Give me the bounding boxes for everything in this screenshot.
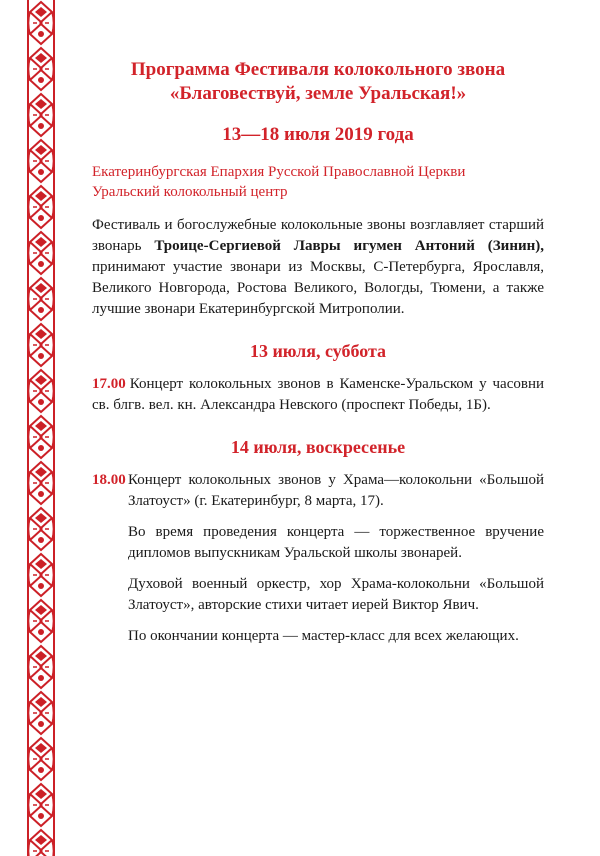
day-heading-saturday: 13 июля, суббота (249, 341, 387, 361)
event-time: 17.00 (92, 376, 126, 392)
organizer-eparchy: Екатеринбургская Епархия Русской Православной Церкви (92, 164, 466, 180)
event-note-diplomas: Во время проведения концерта — торжественное вручение дипломов выпускникам Уральской школы звонарей. (128, 524, 544, 561)
program-title (92, 58, 544, 106)
intro-text-2: принимают участие звонари из Москвы, С-Петербурга, Ярославля, Великого Новгорода, Ростова Великого, Вологды, Тюмени, а также лучшие звонари Екатеринбургской Митрополии. (92, 259, 544, 317)
event-note-orchestra: Духовой военный оркестр, хор Храма-колокольни «Большой Златоуст», авторские стихи читает иерей Виктор Явич. (128, 576, 544, 613)
event-description: Концерт колокольных звонов у Храма—колокольни «Большой Златоуст» (г. Екатеринбург, 8 марта, 17). (128, 472, 544, 509)
intro-bold-name: Троице-Сергиевой Лавры игумен Антоний (Зинин), (154, 238, 545, 254)
title-line-2: «Благовествуй, земле Уральская!» (169, 83, 467, 104)
event-note-masterclass: По окончании концерта — мастер-класс для всех желающих. (128, 628, 519, 644)
event-time: 18.00 (92, 472, 126, 488)
event-description: Концерт колокольных звонов в Каменске-Уральском у часовни св. блгв. вел. кн. Александра Невского (проспект Победы, 1Б). (92, 376, 544, 413)
organizer-bell-center: Уральский колокольный центр (92, 184, 288, 200)
event-saturday (92, 374, 544, 416)
ornamental-border-icon (27, 0, 55, 856)
program-content (92, 58, 544, 647)
intro-text-1: Фестиваль и богослужебные колокольные звоны возглавляет старший звонарь (92, 217, 544, 254)
event-sunday (92, 470, 544, 512)
day-heading-sunday: 14 июля, воскресенье (230, 437, 406, 457)
organizers (92, 162, 544, 202)
intro-paragraph (92, 215, 544, 320)
title-line-1: Программа Фестиваля колокольного звона (130, 59, 506, 80)
festival-dates: 13—18 июля 2019 года (222, 124, 414, 145)
